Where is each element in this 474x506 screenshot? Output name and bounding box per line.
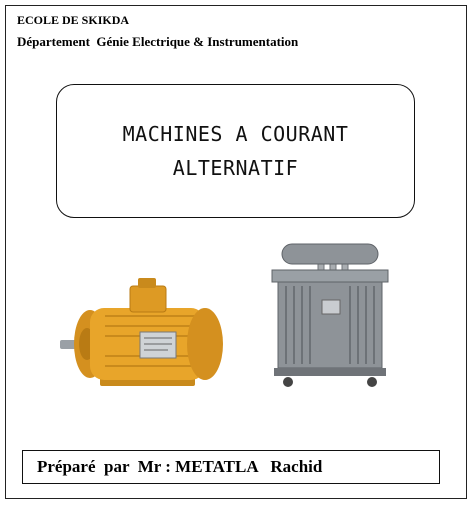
transformer-wheels [283, 377, 377, 387]
department-name: Département Génie Electrique & Instrumentation [17, 34, 299, 49]
motor-rear-cover [187, 308, 223, 380]
motor-nameplate [140, 332, 176, 358]
author-box: Préparé par Mr : METATLA Rachid [22, 450, 440, 484]
transformer-image [266, 240, 394, 390]
title-box [56, 84, 415, 218]
transformer-cover [272, 270, 388, 282]
title-line-2: ALTERNATIF [172, 156, 299, 180]
transformer-conservator [282, 244, 378, 264]
transformer-nameplate [322, 300, 340, 314]
title-line-1: MACHINES A COURANT [122, 122, 349, 146]
electric-motor-image [60, 268, 230, 398]
transformer-base [274, 368, 386, 376]
school-name: ECOLE DE SKIKDA [17, 13, 130, 27]
page-border [5, 5, 467, 499]
motor-terminal-box [130, 286, 166, 312]
